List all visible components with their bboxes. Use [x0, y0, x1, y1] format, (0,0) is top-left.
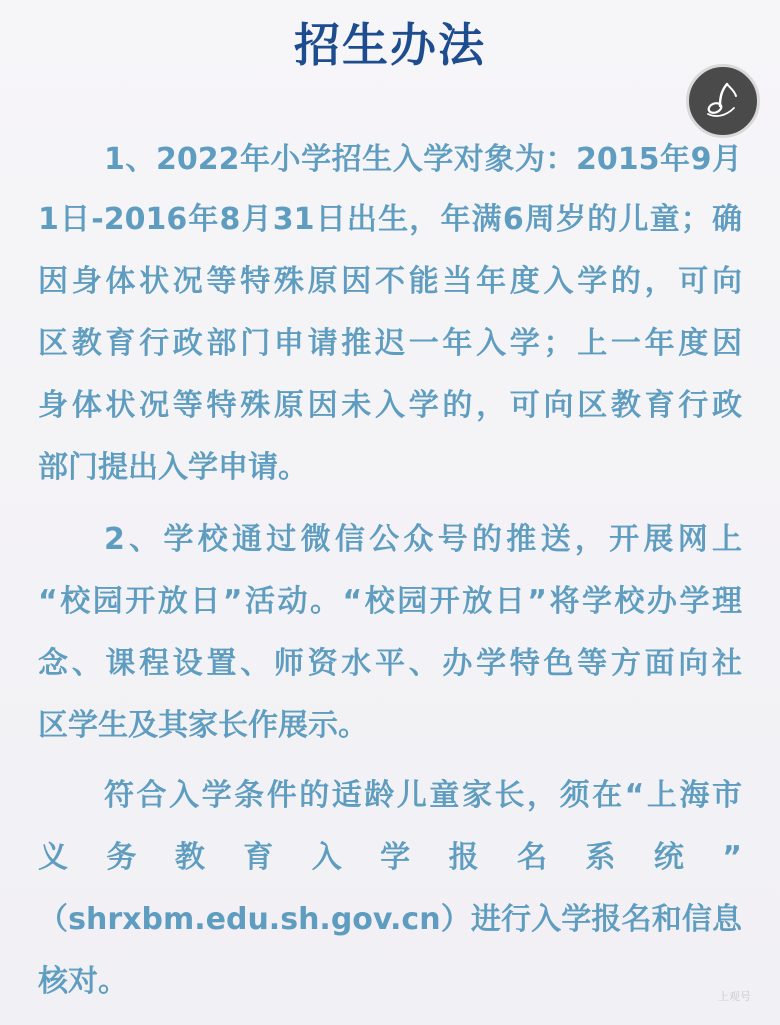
paragraph-1-line-1: 1、2022年小学招生入学对象为：2015年9月	[104, 142, 742, 177]
music-note-icon	[700, 78, 746, 124]
paragraph-1-line-6: 部门提出入学申请。	[38, 450, 308, 485]
paragraph-1-line-4: 区教育行政部门申请推迟一年入学；上一年度因	[38, 326, 742, 361]
paragraph-2-line-3: 念、课程设置、师资水平、办学特色等方面向社	[38, 646, 742, 681]
paragraph-1-line-2: 1日-2016年8月31日出生，年满6周岁的儿童；确	[38, 202, 742, 237]
paragraph-3-line-3: （shrxbm.edu.sh.gov.cn）进行入学报名和信息	[38, 902, 742, 937]
paragraph-1-line-3: 因身体状况等特殊原因不能当年度入学的，可向	[38, 264, 742, 299]
music-toggle-button[interactable]	[686, 64, 760, 138]
watermark-text: 上观号	[718, 990, 751, 1003]
paragraph-2-line-2: “校园开放日”活动。“校园开放日”将学校办学理	[38, 584, 742, 619]
paragraph-1-line-5: 身体状况等特殊原因未入学的，可向区教育行政	[38, 388, 742, 423]
paragraph-3-line-2: 义务教育入学报名系统”	[38, 840, 742, 875]
paragraph-2-line-4: 区学生及其家长作展示。	[38, 708, 368, 743]
paragraph-3-line-1: 符合入学条件的适龄儿童家长，须在“上海市	[104, 778, 742, 813]
page-title: 招生办法	[294, 18, 486, 72]
paragraph-2-line-1: 2、学校通过微信公众号的推送，开展网上	[104, 522, 742, 557]
paragraph-3-line-4: 核对。	[38, 964, 128, 999]
